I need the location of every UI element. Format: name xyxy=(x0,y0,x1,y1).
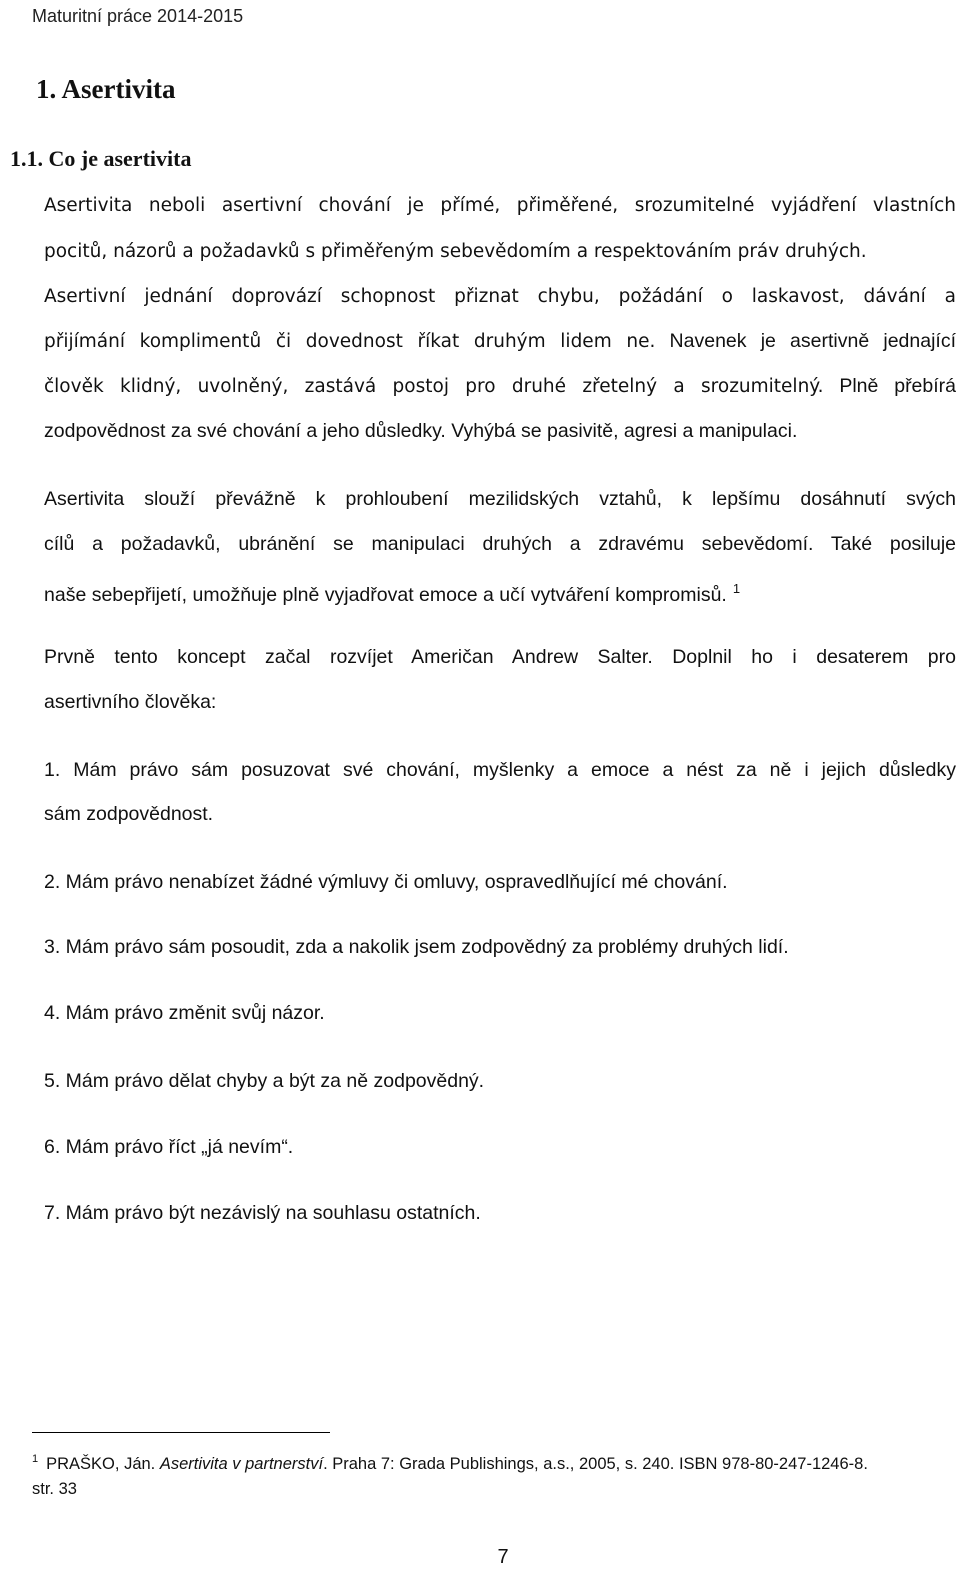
paragraph-1-line-2: pocitů, názorů a požadavků s přiměřeným sebevědomím a respektováním práv druhých. xyxy=(44,241,867,262)
footnote-line-2: str. 33 xyxy=(32,1480,77,1498)
paragraph-1-line-5 xyxy=(44,373,956,400)
footnote-line-1 xyxy=(32,1448,960,1475)
running-header: Maturitní práce 2014-2015 xyxy=(32,6,244,26)
footnote-reference[interactable]: 1 xyxy=(732,581,741,596)
paragraph-1-line-1: Asertivita neboli asertivní chování je přímé, přiměřené, srozumitelné vyjádření vlastních xyxy=(44,195,956,216)
footnote-book-title: Asertivita v partnerství xyxy=(159,1455,324,1473)
chapter-heading: 1. Asertivita xyxy=(36,74,176,104)
list-item-3: 3. Mám právo sám posoudit, zda a nakolik jsem zodpovědný za problémy druhých lidí. xyxy=(44,936,789,958)
list-item-1-line-1: 1. Mám právo sám posuzovat své chování, myšlenky a emoce a nést za ně i jejich důsledky xyxy=(44,759,956,781)
paragraph-1-line-4 xyxy=(44,328,956,355)
paragraph-1-line-4-part-a: přijímání komplimentů či dovednost říkat druhým lidem ne. xyxy=(44,331,656,352)
paragraph-3-line-2: asertivního člověka: xyxy=(44,691,217,713)
paragraph-1-line-3: Asertivní jednání doprovází schopnost přiznat chybu, požádání o laskavost, dávání a xyxy=(44,286,956,307)
page-number: 7 xyxy=(497,1546,509,1568)
footnote-mark: 1 xyxy=(32,1453,39,1465)
paragraph-1-line-4-part-b: Navenek je asertivně jednající xyxy=(669,330,956,352)
list-item-5: 5. Mám právo dělat chyby a být za ně zodpovědný. xyxy=(44,1070,485,1092)
paragraph-2-line-2: cílů a požadavků, ubránění se manipulaci druhých a zdravému sebevědomí. Také posiluje xyxy=(44,533,956,555)
paragraph-1-line-5-part-a: člověk klidný, uvolněný, zastává postoj pro druhé zřetelný a srozumitelný. xyxy=(44,376,824,397)
footnote-author: PRAŠKO, Ján. xyxy=(46,1455,160,1473)
paragraph-3-line-1: Prvně tento koncept začal rozvíjet Američan Andrew Salter. Doplnil ho i desaterem pro xyxy=(44,646,956,668)
section-heading: 1.1. Co je asertivita xyxy=(10,146,192,171)
list-item-6: 6. Mám právo říct „já nevím“. xyxy=(44,1136,294,1158)
paragraph-1-line-6: zodpovědnost za své chování a jeho důsledky. Vyhýbá se pasivitě, agresi a manipulaci. xyxy=(44,420,798,442)
footnote-separator xyxy=(32,1432,330,1433)
paragraph-2-line-3-text: naše sebepřijetí, umožňuje plně vyjadřovat emoce a učí vytváření kompromisů. xyxy=(44,584,727,606)
list-item-7: 7. Mám právo být nezávislý na souhlasu ostatních. xyxy=(44,1202,481,1224)
list-item-4: 4. Mám právo změnit svůj názor. xyxy=(44,1002,325,1024)
paragraph-2-line-1: Asertivita slouží převážně k prohloubení mezilidských vztahů, k lepšímu dosáhnutí svých xyxy=(44,488,956,510)
paragraph-2-line-3 xyxy=(44,576,956,608)
paragraph-1-line-5-part-b: Plně přebírá xyxy=(839,375,956,397)
footnote-publication: . Praha 7: Grada Publishings, a.s., 2005, s. 240. ISBN 978-80-247-1246-8. xyxy=(323,1455,868,1473)
list-item-1-line-2: sám zodpovědnost. xyxy=(44,803,214,825)
list-item-2: 2. Mám právo nenabízet žádné výmluvy či omluvy, ospravedlňující mé chování. xyxy=(44,871,728,893)
